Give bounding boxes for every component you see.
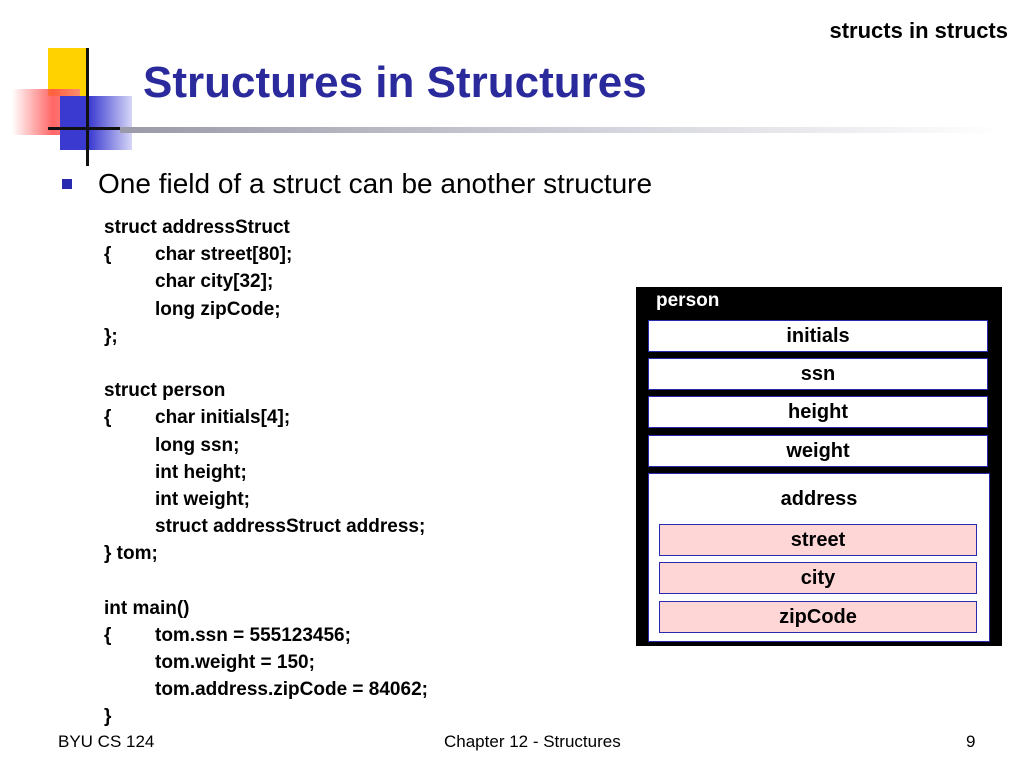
code-block — [104, 214, 428, 731]
address-title: address — [780, 488, 858, 510]
code-line — [104, 268, 428, 295]
code-brace: { — [104, 624, 112, 646]
subfield-zipcode: zipCode — [659, 601, 977, 633]
code-line — [104, 540, 428, 567]
code-line — [104, 649, 428, 676]
square-bullet-icon — [62, 179, 72, 189]
code-statement: int main() — [104, 597, 190, 619]
code-line — [104, 459, 428, 486]
code-line — [104, 595, 428, 622]
field-height: height — [648, 396, 988, 428]
code-line — [104, 676, 428, 703]
code-statement: }; — [104, 325, 118, 347]
code-line — [104, 486, 428, 513]
code-line — [104, 323, 428, 350]
code-line — [104, 622, 428, 649]
person-struct-diagram — [636, 287, 1002, 646]
code-line — [104, 241, 428, 268]
footer-course: BYU CS 124 — [58, 732, 155, 751]
code-statement: } — [104, 706, 112, 728]
code-statement: tom.weight = 150; — [155, 652, 315, 673]
code-line — [104, 513, 428, 540]
footer-chapter: Chapter 12 - Structures — [444, 732, 621, 751]
code-statement: struct person — [104, 380, 226, 402]
code-statement: struct addressStruct address; — [155, 516, 426, 538]
slide-title: Structures in Structures — [143, 58, 647, 107]
code-statement: tom.address.zipCode = 84062; — [155, 679, 428, 701]
title-underline — [120, 127, 1000, 133]
diagram-title: person — [656, 290, 720, 311]
field-initials: initials — [648, 320, 988, 352]
code-brace: { — [104, 244, 112, 266]
code-line — [104, 377, 428, 404]
code-statement: int weight; — [155, 488, 250, 510]
code-statement: long zipCode; — [155, 298, 281, 320]
section-header: structs in structs — [829, 18, 1008, 43]
code-line — [104, 350, 428, 377]
code-statement: struct addressStruct — [104, 217, 290, 238]
bullet-item — [62, 168, 652, 200]
code-line — [104, 432, 428, 459]
code-brace: { — [104, 407, 112, 429]
code-line — [104, 567, 428, 594]
bullet-text: One field of a struct can be another structure — [98, 168, 653, 199]
code-statement: int height; — [155, 461, 247, 483]
footer-page-number: 9 — [966, 732, 976, 751]
code-statement: char street[80]; — [155, 244, 293, 266]
field-ssn: ssn — [648, 358, 988, 390]
field-weight: weight — [648, 435, 988, 467]
code-statement: } tom; — [104, 543, 158, 565]
code-statement: char initials[4]; — [155, 407, 291, 429]
code-line — [104, 404, 428, 431]
logo-blue-square — [60, 96, 132, 150]
code-line — [104, 214, 428, 241]
code-statement: long ssn; — [155, 434, 240, 456]
code-line — [104, 703, 428, 730]
code-line — [104, 296, 428, 323]
subfield-city: city — [659, 562, 977, 594]
code-statement: tom.ssn = 555123456; — [155, 624, 351, 646]
subfield-street: street — [659, 524, 977, 556]
address-struct-box — [648, 473, 990, 642]
code-statement: char city[32]; — [155, 271, 274, 293]
logo-vertical-line — [86, 48, 89, 166]
